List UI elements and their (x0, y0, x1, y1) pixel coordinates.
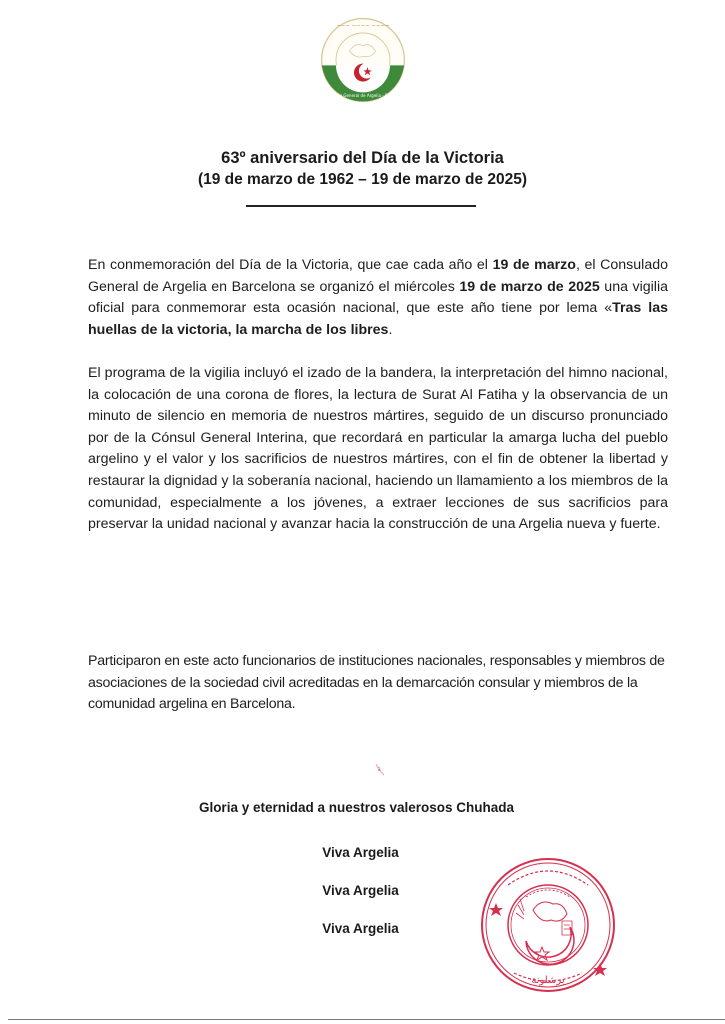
text-span: . (388, 321, 393, 338)
closing-cheer: Viva Argelia (322, 883, 399, 898)
logo-caption: Consulado General de Argelia - Barcelona (320, 92, 406, 98)
official-seal-stamp-icon (478, 855, 618, 995)
bold-date: 19 de marzo (492, 257, 576, 273)
svg-text:~~~ ~~~~ ~~~~: ~~~ ~~~~ ~~~~ (336, 23, 390, 30)
page-footer-rule (8, 1019, 725, 1020)
title-divider (246, 205, 476, 207)
closing-cheer: Viva Argelia (322, 845, 399, 860)
paragraph-participants: Participaron en este acto funcionarios de instituciones nacionales, responsables y miembros de asociaciones de la sociedad civil acreditadas en la demarcación consular y miembros de la comunidad argelina en Barcelona. (88, 653, 665, 713)
closing-cheer: Viva Argelia (322, 921, 399, 936)
document-subtitle: (19 de marzo de 1962 – 19 de marzo de 2025) (197, 171, 528, 188)
document-title: 63º aniversario del Día de la Victoria (221, 149, 504, 167)
bold-motto: Tras las huellas de la victoria, la marcha de los libres (88, 300, 668, 338)
bold-date: 19 de marzo de 2025 (459, 278, 600, 295)
text-span: En conmemoración del Día de la Victoria, que cae cada año el (88, 257, 493, 273)
title-block (0, 147, 725, 190)
text-span: , el Consulado General de Argelia en Barcelona se organizó el miércoles (88, 257, 668, 295)
svg-text:برشلونة: برشلونة (531, 975, 565, 986)
closing-tribute: Gloria y eternidad a nuestros valerosos Chuhada (198, 800, 515, 815)
ink-smudge-icon (373, 762, 387, 778)
text-span: una vigilia oficial para conmemorar esta ocasión nacional, que este año tiene por lema « (88, 278, 669, 317)
paragraph-intro (88, 255, 668, 341)
paragraph-program: El programa de la vigilia incluyó el izado de la bandera, la interpretación del himno nacional, la colocación de una corona de flores, la lectura de Surat Al Fatiha y la observancia de un minuto de silencio en memoria de nuestros mártires, seguido de un discurso pronunciado por de la Cónsul General Interina, que recordará en particular la amarga lucha del pueblo argelino y el valor y los sacrificios de nuestros mártires, con el fin de obtener la libertad y restaurar la dignidad y la soberanía nacional, haciendo un llamamiento a los miembros de la comunidad, especialmente a los jóvenes, a extraer lecciones de sus sacrificios para preservar la unidad nacional y avanzar hacia la construcción de una Argelia nueva y fuerte. (88, 365, 668, 533)
consulate-emblem-icon (318, 15, 408, 105)
